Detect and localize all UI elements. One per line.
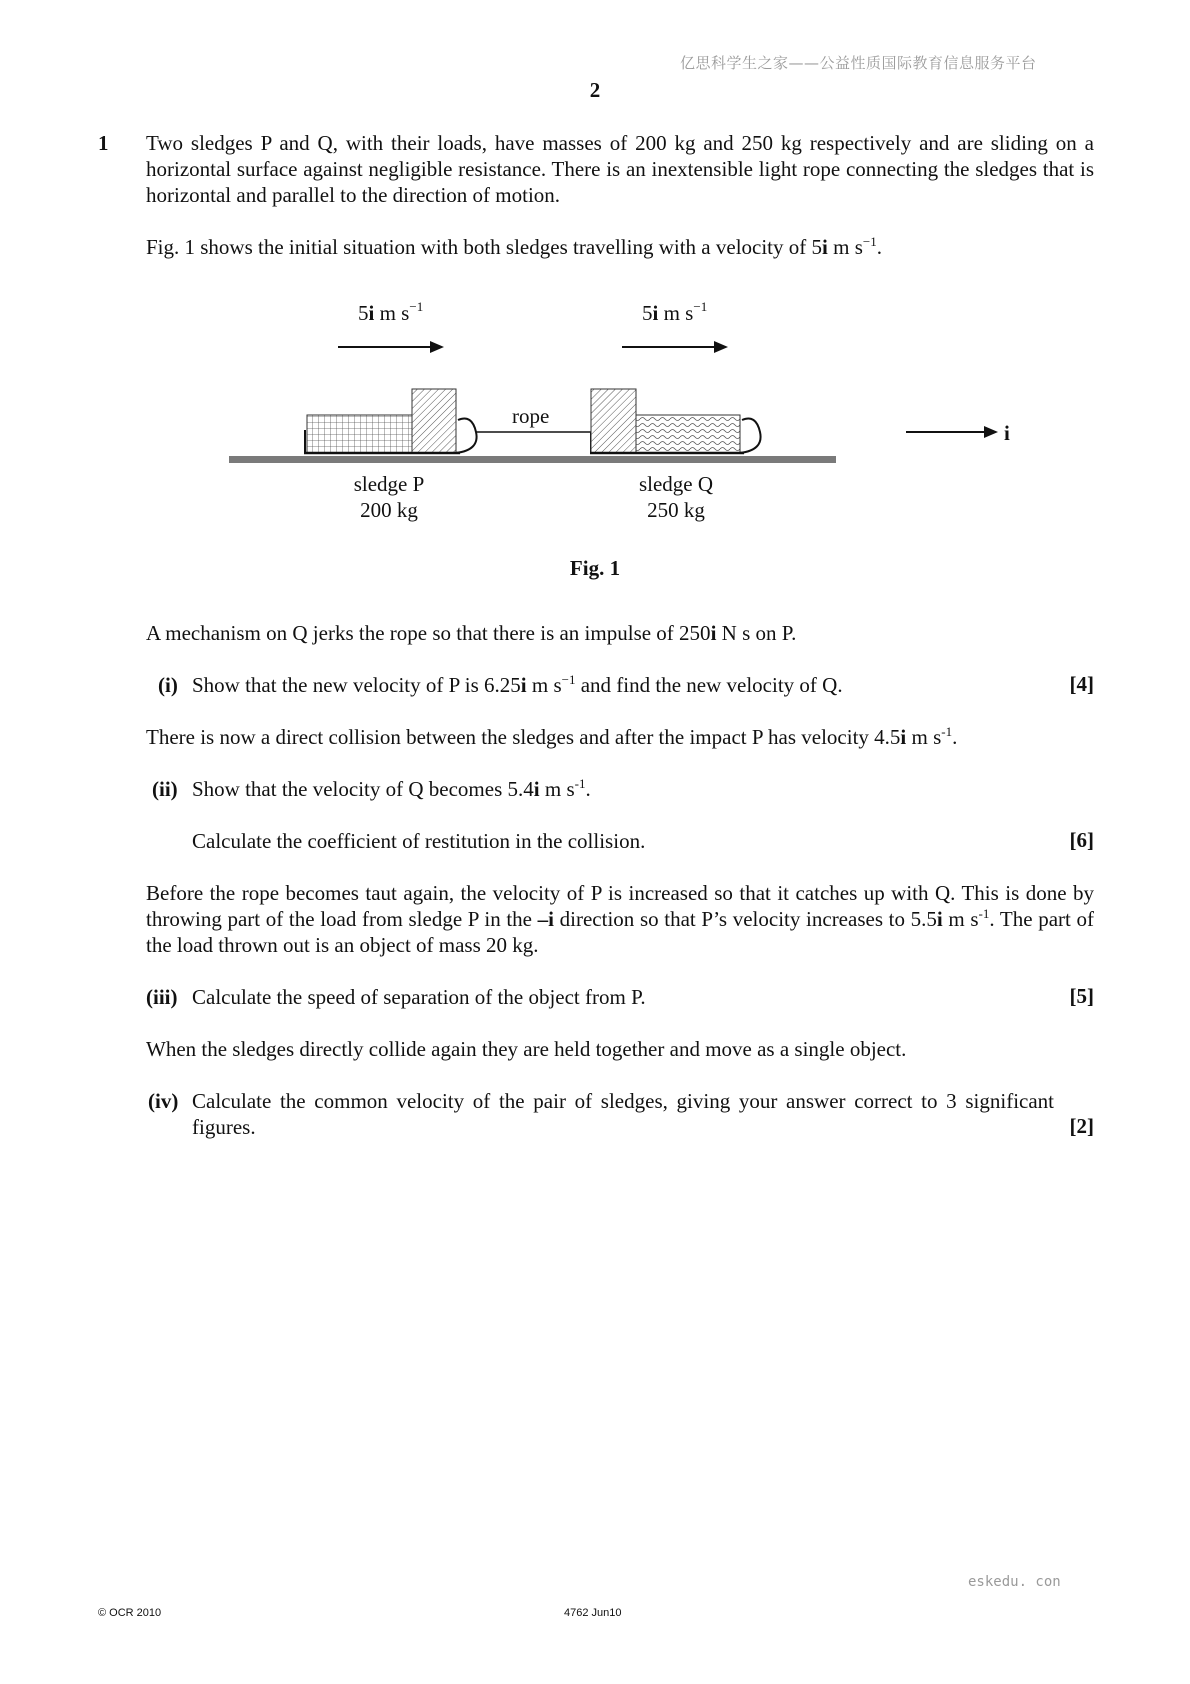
- part-ii-marks: [6]: [1069, 828, 1094, 852]
- sledge-q: [590, 389, 761, 453]
- velocity-arrow-p: [338, 341, 444, 353]
- part-i: [146, 672, 1094, 698]
- part-iv-marks: [2]: [1069, 1114, 1094, 1138]
- part-iv-label: (iv): [148, 1089, 179, 1113]
- figure-caption: Fig. 1: [569, 556, 621, 580]
- part-iii: [146, 984, 1094, 1010]
- sledge-q-name: sledge Q: [638, 472, 714, 496]
- sledge-q-mass: 250 kg: [647, 498, 705, 522]
- footer-copyright: © OCR 2010: [98, 1607, 162, 1619]
- part-i-marks: [4]: [1069, 672, 1094, 696]
- part-ii-second-line: [146, 828, 1094, 854]
- part-i-text: Show that the new velocity of P is 6.25i m $s^{-1}$ and find the new velocity of Q.: [192, 672, 843, 697]
- part-i-label: (i): [158, 673, 178, 697]
- page-number: 2: [589, 78, 601, 102]
- part-iii-label: (iii): [146, 985, 178, 1009]
- part-ii-label: (ii): [152, 777, 178, 801]
- part-iv-text: Calculate the common velocity of the pair of sledges, giving your answer correct to 3 significant figures.: [192, 1089, 1054, 1139]
- mechanism-text: A mechanism on Q jerks the rope so that there is an impulse of 250i N s on P.: [146, 621, 797, 645]
- velocity-label-q: 5i m $s^{-1}$: [642, 299, 708, 325]
- sledge-p-mass: 200 kg: [360, 498, 418, 522]
- velocity-arrow-q: [622, 341, 728, 353]
- part-ii-text: Show that the velocity of Q becomes 5.4i m $s^{-1}$.: [192, 776, 591, 801]
- part-iii-marks: [5]: [1069, 984, 1094, 1008]
- direction-label: i: [1004, 421, 1010, 445]
- part-ii: [146, 776, 1094, 802]
- figure-intro: Fig. 1 shows the initial situation with both sledges travelling with a velocity of 5i m $s^{-1}$.: [146, 234, 882, 259]
- sledge-p-name: sledge P: [353, 472, 425, 496]
- question-intro: Two sledges P and Q, with their loads, have masses of 200 kg and 250 kg respectively and are sliding on a horizontal surface against negligible resistance. There is an inextensible light rope connecting the sledges that is horizontal and parallel to the direction of motion.: [146, 131, 1094, 207]
- footer-code: 4762 Jun10: [564, 1607, 622, 1619]
- ground-surface: [229, 456, 836, 463]
- collide-again-text: When the sledges directly collide again they are held together and move as a single object.: [146, 1037, 907, 1061]
- footer-watermark: eskedu. con: [968, 1574, 1061, 1590]
- part-iii-text: Calculate the speed of separation of the object from P.: [192, 985, 646, 1009]
- part-ii-text2: Calculate the coefficient of restitution in the collision.: [192, 829, 646, 853]
- figure-1-diagram: [0, 290, 1190, 530]
- header-watermark: 亿思科学生之家——公益性质国际教育信息服务平台: [680, 54, 1037, 72]
- direction-arrow: [906, 426, 998, 438]
- question-number: 1: [98, 131, 109, 155]
- rope-label: rope: [512, 404, 550, 428]
- velocity-label-p: 5i m $s^{-1}$: [358, 299, 424, 325]
- sledge-p: [304, 389, 477, 454]
- rope-taut-text: Before the rope becomes taut again, the velocity of P is increased so that it catches up with Q. This is done by throwing part of the load from sledge P in the –i direction so that P’s velocity increases to 5.5i m $s^{-1}$. The part of the load thrown out is an object of mass 20 kg.: [146, 881, 1095, 957]
- part-iv: [146, 1088, 1094, 1140]
- collision-text: There is now a direct collision between the sledges and after the impact P has velocity 4.5i m $s^{-1}$.: [146, 724, 958, 749]
